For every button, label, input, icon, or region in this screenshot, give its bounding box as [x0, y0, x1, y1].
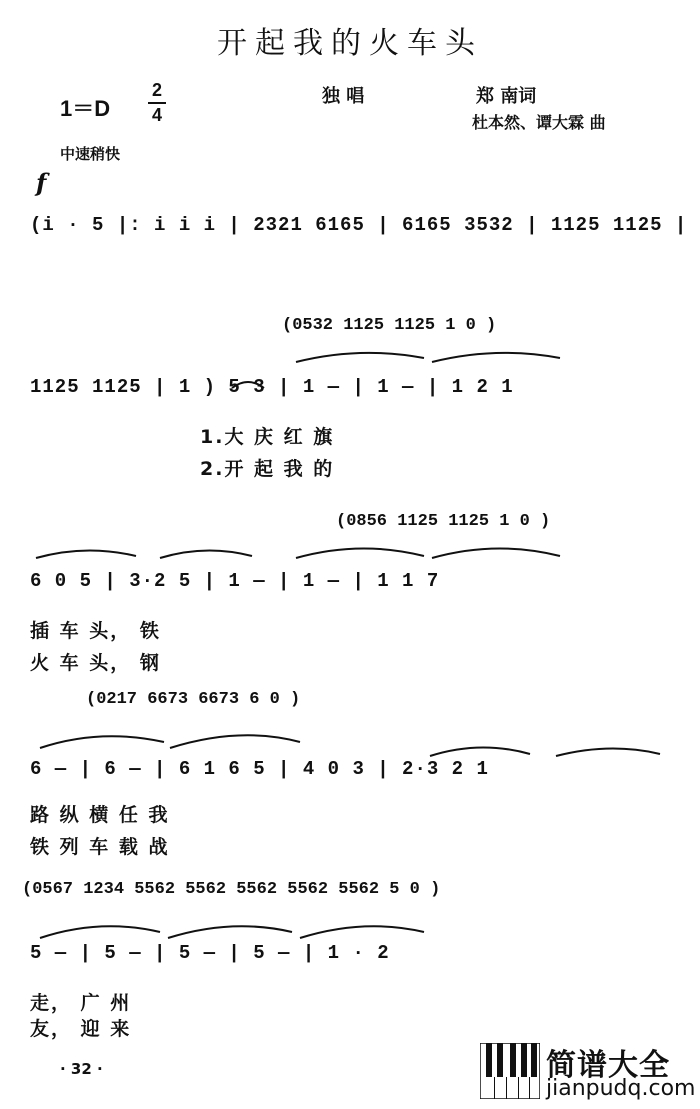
composer-credit: 杜本然、谭大霖 曲 — [472, 113, 606, 132]
accompaniment-line-4: (0217 6673 6673 6 0 ) — [86, 690, 301, 709]
watermark-name: 简谱大全 — [546, 1048, 670, 1083]
performance-type: 独 唱 — [322, 86, 365, 107]
lyrics-verse1-line-2: 1.大 庆 红 旗 — [200, 426, 335, 448]
tie-mark — [430, 747, 530, 756]
lyricist-credit: 郑 南词 — [476, 86, 537, 107]
tie-mark — [296, 353, 424, 362]
notes-line-2: 1125 1125 | 1 ) 5 3 | 1 — | 1 — | 1 2 1 — [30, 376, 514, 398]
dynamic-marking: f — [36, 168, 47, 197]
notes-line-5: 5 — | 5 — | 5 — | 5 — | 1 · 2 — [30, 942, 390, 964]
tie-mark — [168, 926, 292, 938]
notes-line-4: 6 — | 6 — | 6 1 6 5 | 4 0 3 | 2·3 2 1 — [30, 758, 489, 780]
slur-mark — [232, 382, 264, 388]
lyrics-verse2-line-4: 铁 列 车 载 战 — [30, 836, 170, 858]
tempo-marking: 中速稍快 — [60, 145, 121, 163]
song-title: 开起我的火车头 — [217, 26, 483, 61]
lyrics-verse2-line-5: 友， 迎 来 — [30, 1018, 132, 1040]
tie-mark — [296, 548, 424, 558]
tie-mark — [432, 353, 560, 362]
lyrics-verse1-line-5: 走， 广 州 — [30, 992, 132, 1014]
time-signature-denominator: 4 — [151, 105, 162, 125]
tie-mark — [36, 550, 136, 558]
lyrics-verse2-line-3: 火 车 头， 钢 — [30, 652, 161, 674]
accompaniment-line-3: (0856 1125 1125 1 0 ) — [336, 512, 551, 531]
time-signature-numerator: 2 — [151, 80, 162, 100]
watermark-url: jianpudq.com — [546, 1076, 696, 1101]
tie-mark — [556, 748, 660, 756]
notes-line-1: (i · 5 |: i i i | 2321 6165 | 6165 3532 | 1125 1125 | — [30, 214, 688, 236]
tie-mark — [160, 550, 252, 558]
lyrics-verse1-line-4: 路 纵 横 任 我 — [30, 804, 170, 826]
lyrics-verse2-line-2: 2.开 起 我 的 — [200, 458, 335, 480]
tie-mark — [300, 926, 424, 938]
tie-mark — [170, 735, 300, 748]
page-number: · 32 · — [60, 1060, 103, 1078]
accompaniment-line-5: (0567 1234 5562 5562 5562 5562 5562 5 0 ) — [22, 880, 441, 899]
notes-line-3: 6 0 5 | 3·2 5 | 1 — | 1 — | 1 1 7 — [30, 570, 440, 592]
accompaniment-line-2: (0532 1125 1125 1 0 ) — [282, 316, 497, 335]
tie-mark — [40, 736, 164, 748]
tie-mark — [432, 548, 560, 558]
piano-keys-icon — [480, 1043, 540, 1099]
key-signature: 1＝D — [60, 96, 111, 121]
lyrics-verse1-line-3: 插 车 头， 铁 — [30, 620, 161, 642]
tie-mark — [40, 926, 160, 938]
